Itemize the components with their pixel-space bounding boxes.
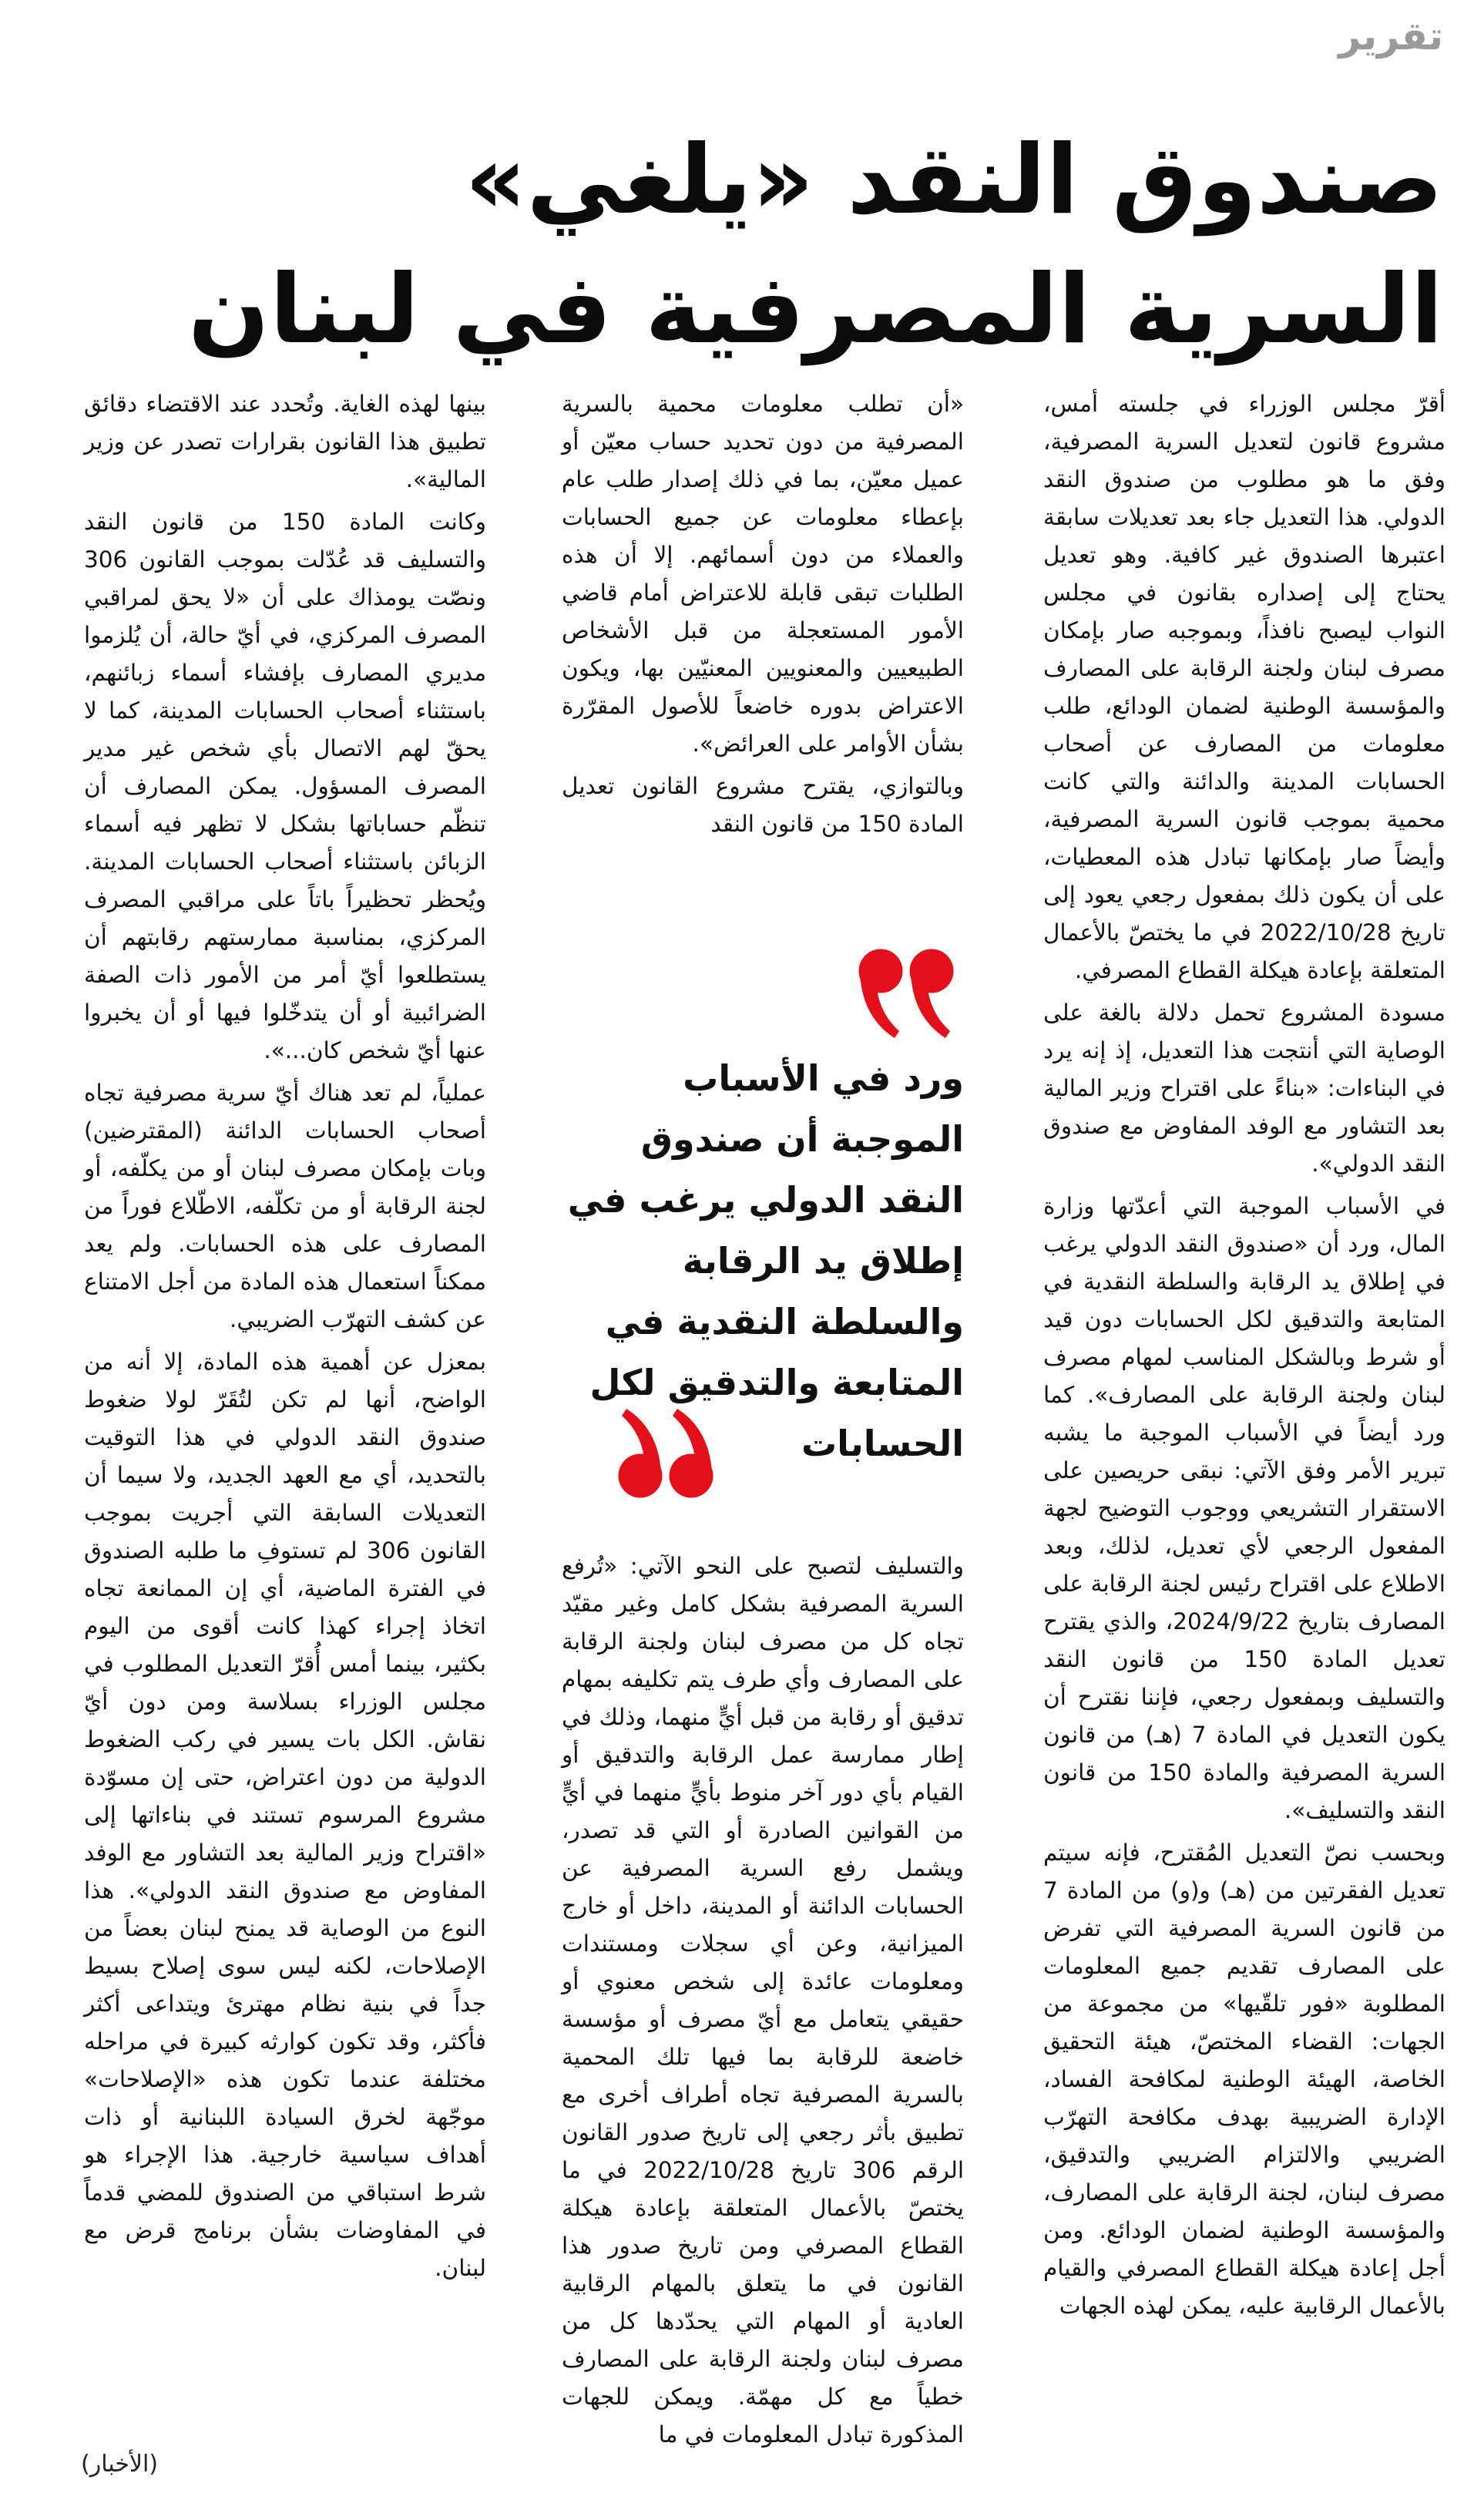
article-column-1 — [1043, 385, 1445, 2481]
red-quote-open-icon — [848, 936, 964, 1052]
source-credit: (الأخبار) — [81, 2451, 159, 2478]
article-column-2-bottom — [562, 1547, 964, 2503]
paragraph: والتسليف لتصبح على النحو الآتي: «تُرفع السرية المصرفية بشكل كامل وغير مقيّد تجاه كل من مصرف لبنان ولجنة الرقابة على المصارف وأي طرف يتم تكليفه بمهام تدقيق أو رقابة من قبل أيٍّ منهما، وذلك في إطار ممارسة عمل الرقابة والتدقيق أو القيام بأي دور آخر منوط بأيٍّ منهما في أيٍّ من القوانين الصادرة أو التي قد تصدر، ويشمل رفع السرية المصرفية عن الحسابات الدائنة أو المدينة، داخل أو خارج الميزانية، وعن أي سجلات ومستندات ومعلومات عائدة إلى شخص معنوي أو حقيقي يتعامل مع أيّ مصرف أو مؤسسة خاضعة للرقابة بما فيها تلك المحمية بالسرية المصرفية تجاه أطراف أخرى مع تطبيق بأثر رجعي إلى تاريخ صدور القانون الرقم 306 تاريخ 2022/10/28 في ما يختصّ بالأعمال المتعلقة بإعادة هيكلة القطاع المصرفي ومن تاريخ صدور هذا القانون في ما يتعلق بالمهام الرقابية العادية أو المهام التي يحدّدها كل من مصرف لبنان ولجنة الرقابة على المصارف خطياً مع كل مهمّة. ويمكن للجهات المذكورة تبادل المعلومات في ما — [562, 1553, 965, 2448]
paragraph: عملياً، لم تعد هناك أيّ سرية مصرفية تجاه أصحاب الحسابات الدائنة (المقترضين) وبات بإمكان مصرف لبنان أو من يكلّفه، أو لجنة الرقابة أو من تكلّفه، الاطّلاع فوراً من المصارف على هذه الحسابات. ولم يعد ممكناً استعمال هذه المادة من أجل الامتناع عن كشف التهرّب الضريبي. — [84, 1080, 486, 1332]
article-column-3 — [84, 385, 486, 2481]
paragraph: بينها لهذه الغاية. وتُحدد عند الاقتضاء دقائق تطبيق هذا القانون بقرارات تصدر عن وزير المالية». — [84, 391, 486, 492]
article-column-2-top — [562, 385, 964, 863]
section-tag: تقرير — [1338, 14, 1443, 59]
red-quote-close-icon — [608, 1395, 724, 1510]
paragraph: أقرّ مجلس الوزراء في جلسته أمس، مشروع قانون لتعديل السرية المصرفية، وفق ما هو مطلوب من صندوق النقد الدولي. هذا التعديل جاء بعد تعديلات سابقة اعتبرها الصندوق غير كافية. وهو تعديل يحتاج إلى إصداره بقانون في مجلس النواب ليصبح نافذاً، وبموجبه صار بإمكان مصرف لبنان ولجنة الرقابة على المصارف والمؤسسة الوطنية لضمان الودائع، طلب معلومات من المصارف عن أصحاب الحسابات المدينة والدائنة والتي كانت محمية بموجب قانون السرية المصرفية، وأيضاً صار بإمكانها تبادل هذه المعطيات، على أن يكون ذلك بمفعول رجعي يعود إلى تاريخ 2022/10/28 في ما يختصّ بالأعمال المتعلقة بإعادة هيكلة القطاع المصرفي. — [1043, 391, 1445, 983]
headline-line-1: صندوق النقد «يلغي» — [465, 125, 1443, 236]
pull-quote-text: ورد في الأسباب الموجبة أن صندوق النقد الدولي يرغب في إطلاق يد الرقابة والسلطة النقدية في المتابعة والتدقيق لكل الحسابات — [567, 1057, 964, 1464]
pull-quote — [562, 936, 964, 1510]
headline-line-2: السرية المصرفية في لبنان — [187, 254, 1443, 365]
paragraph: وكانت المادة 150 من قانون النقد والتسليف قد عُدّلت بموجب القانون 306 ونصّت يومذاك على أن «لا يحق لمراقبي المصرف المركزي، في أيّ حالة، أن يُلزموا مديري المصارف بإفشاء أسماء زبائنهم، باستثناء أصحاب الحسابات المدينة، كما لا يحقّ لهم الاتصال بأي شخص غير مدير المصرف المسؤول. يمكن المصارف أن تنظّم حساباتها بشكل لا تظهر فيه أسماء الزبائن باستثناء أصحاب الحسابات المدينة. ويُحظر تحظيراً باتاً على مراقبي المصرف المركزي، بمناسبة ممارستهم رقابتهم أن يستطلعوا أيّ أمر من الأمور ذات الصفة الضرائبية أو أن يتدخّلوا فيها أو أن يخبروا عنها أيّ شخص كان...». — [84, 509, 486, 1063]
paragraph: «أن تطلب معلومات محمية بالسرية المصرفية من دون تحديد حساب معيّن أو عميل معيّن، بما في ذلك إصدار طلب عام بإعطاء معلومات عن جميع الحسابات والعملاء من دون أسمائهم. إلا أن هذه الطلبات تبقى قابلة للاعتراض أمام قاضي الأمور المستعجلة من قبل الأشخاص الطبيعيين والمعنويين المعنيّين بها، ويكون الاعتراض بدوره خاضعاً للأصول المقرّرة بشأن الأوامر على العرائض». — [562, 391, 964, 757]
paragraph: وبحسب نصّ التعديل المُقترح، فإنه سيتم تعديل الفقرتين من (هـ) و(و) من المادة 7 من قانون السرية المصرفية التي تفرض على المصارف تقديم جميع المعلومات المطلوبة «فور تلقّيها» من مجموعة من الجهات: القضاء المختصّ، هيئة التحقيق الخاصة، الهيئة الوطنية لمكافحة الفساد، الإدارة الضريبية بهدف مكافحة التهرّب الضريبي والالتزام الضريبي والتدقيق، مصرف لبنان، لجنة الرقابة على المصارف، والمؤسسة الوطنية لضمان الودائع. ومن أجل إعادة هيكلة القطاع المصرفي والقيام بالأعمال الرقابية عليه، يمكن لهذه الجهات — [1043, 1840, 1445, 2319]
paragraph: بمعزل عن أهمية هذه المادة، إلا أنه من الواضح، أنها لم تكن لتُقَرّ لولا ضغوط صندوق النقد الدولي في هذا التوقيت بالتحديد، أي مع العهد الجديد، ولا سيما أن التعديلات السابقة التي أجريت بموجب القانون 306 لم تستوفِ ما طلبه الصندوق في الفترة الماضية، أي إن الممانعة تجاه اتخاذ إجراء كهذا كانت أقوى من اليوم بكثير، بينما أمس أُقرّ التعديل المطلوب في مجلس الوزراء بسلاسة ومن دون أيّ نقاش. الكل بات يسير في ركب الضغوط الدولية من دون اعتراض، حتى إن مسوّدة مشروع المرسوم تستند في بناءاتها إلى «اقتراح وزير المالية بعد التشاور مع الوفد المفاوض مع صندوق النقد الدولي». هذا النوع من الوصاية قد يمنح لبنان بعضاً من الإصلاحات، لكنه ليس سوى إصلاح بسيط جداً في بنية نظام مهترئ ويتداعى أكثر فأكثر، وقد تكون كوارثه كبيرة في مراحله مختلفة عندما تكون هذه «الإصلاحات» موجّهة لخرق السيادة اللبنانية أو ذات أهداف سياسية خارجية. هذا الإجراء هو شرط استباقي من الصندوق للمضي قدماً في المفاوضات بشأن برنامج قرض مع لبنان. — [84, 1349, 486, 2281]
headline — [31, 116, 1443, 375]
paragraph: في الأسباب الموجبة التي أعدّتها وزارة المال، ورد أن «صندوق النقد الدولي يرغب في إطلاق يد الرقابة والسلطة النقدية في المتابعة والتدقيق لكل الحسابات دون قيد أو شرط وبالشكل المناسب لمهام مصرف لبنان ولجنة الرقابة على المصارف». كما ورد أيضاً في الأسباب الموجبة ما يشبه تبرير الأمر وفق الآتي: نبقى حريصين على الاستقرار التشريعي ووجوب التوضيح لجهة المفعول الرجعي لأي تعديل، لذلك، وبعد الاطلاع على اقتراح رئيس لجنة الرقابة على المصارف بتاريخ 2024/9/22، والذي يقترح تعديل المادة 150 من قانون النقد والتسليف وبمفعول رجعي، فإننا نقترح أن يكون التعديل في المادة 7 (هـ) من قانون السرية المصرفية والمادة 150 من قانون النقد والتسليف». — [1043, 1193, 1446, 1823]
paragraph: وبالتوازي، يقترح مشروع القانون تعديل المادة 150 من قانون النقد — [562, 773, 964, 837]
paragraph: مسودة المشروع تحمل دلالة بالغة على الوصاية التي أنتجت هذا التعديل، إذ إنه يرد في البناءات: «بناءً على اقتراح وزير المالية بعد التشاور مع الوفد المفاوض مع صندوق النقد الدولي». — [1043, 1000, 1445, 1177]
